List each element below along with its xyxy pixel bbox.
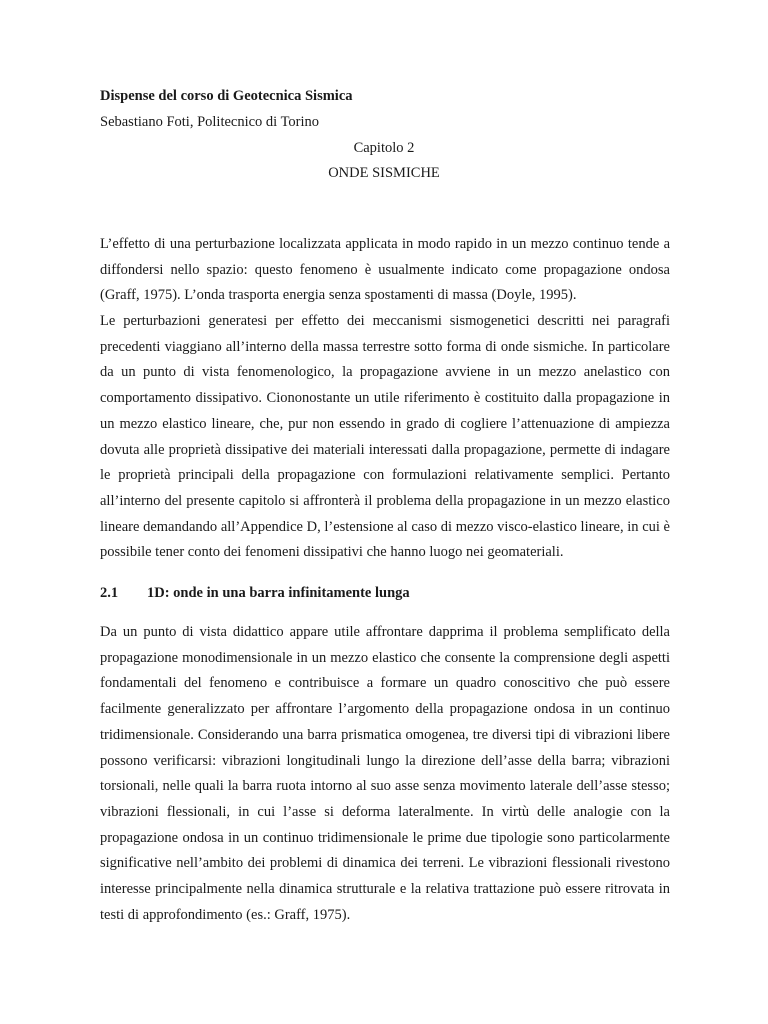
section-number: 2.1 (100, 585, 119, 601)
section-paragraph: Da un punto di vista didattico appare utile affrontare dapprima il problema semplificato della propagazione monodimensionale in un mezzo elastico che consente la comprensione degli aspetti fondamentali del fenomeno e contribuisce a formare un quadro conoscitivo che può essere facilmente generalizzato per affrontare l’argomento della propagazione ondosa in un continuo tridimensionale. Considerando una barra prismatica omogenea, tre diversi tipi di vibrazioni libere possono verificarsi: vibrazioni longitudinali lungo la direzione dell’asse della barra; vibrazioni torsionali, nelle quali la barra ruota intorno al suo asse senza movimento laterale dell’asse stesso; vibrazioni flessionali, in cui l’asse si deforma lateralmente. In virtù delle analogie con la propagazione ondosa in un continuo tridimensionale le prime due tipologie sono particolarmente significative nell’ambito dei problemi di dinamica dei terreni. Le vibrazioni flessionali rivestono interesse principalmente nella dinamica strutturale e la relativa trattazione può essere ritrovata in testi di approfondimento (es.: Graff, 1975). (100, 624, 670, 923)
document-title: Dispense del corso di Geotecnica Sismica (100, 88, 353, 104)
section-title: 1D: onde in una barra infinitamente lunga (147, 585, 410, 601)
chapter-number: Capitolo 2 (353, 140, 415, 156)
document-author: Sebastiano Foti, Politecnico di Torino (100, 114, 320, 130)
chapter-title: ONDE SISMICHE (328, 165, 440, 181)
body-paragraph: Le perturbazioni generatesi per effetto dei meccanismi sismogenetici descritti nei paragrafi precedenti viaggiano all’interno della massa terrestre sotto forma di onde sismiche. In particolare da un punto di vista fenomenologico, la propagazione avviene in un mezzo anelastico con comportamento dissipativo. Ciononostante un utile riferimento è costituito dalla propagazione in un mezzo elastico lineare, che, pur non essendo in grado di cogliere l’attenuazione di ampiezza dovuta alle proprietà dissipative dei materiali interessati dalla propagazione, permette di indagare le proprietà principali della propagazione con formulazioni relativamente semplici. Pertanto all’interno del presente capitolo si affronterà il problema della propagazione in un mezzo elastico lineare demandando all’Appendice D, l’estensione al caso di mezzo visco-elastico lineare, in cui è possibile tener conto dei fenomeni dissipativi che hanno luogo nei geomateriali. (100, 313, 670, 561)
section-heading (100, 583, 410, 603)
intro-paragraph: L’effetto di una perturbazione localizzata applicata in modo rapido in un mezzo continuo tende a diffondersi nello spazio: questo fenomeno è usualmente indicato come propagazione ondosa (Graff, 1975). L’onda trasporta energia senza spostamenti di massa (Doyle, 1995). (100, 236, 670, 304)
